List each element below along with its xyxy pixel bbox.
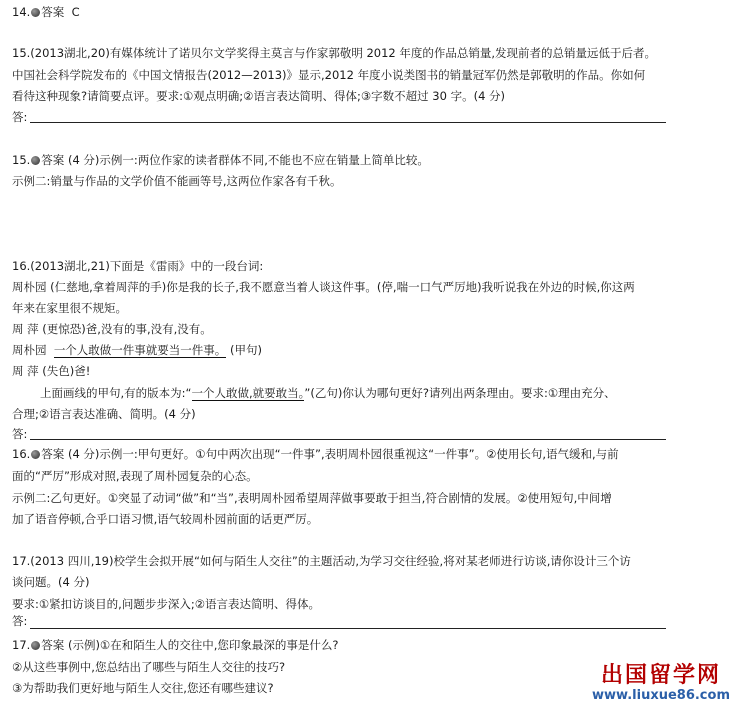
answer-14 <box>12 4 80 20</box>
speaker-name: 周朴园 <box>12 343 47 357</box>
answer-17-line-3: ③为帮助我们更好地与陌生人交往,您还有哪些建议? <box>12 681 274 695</box>
question-16-line-5 <box>12 342 262 358</box>
answer-label: 答案 <box>41 153 65 167</box>
question-16-line-1: 16.(2013湖北,21)下面是《雷雨》中的一段台词: <box>12 259 264 273</box>
question-16-line-4: 周 萍 (更惊恐)爸,没有的事,没有,没有。 <box>12 322 212 336</box>
answer-16-line-1 <box>12 446 619 462</box>
answer-bullet-icon <box>31 8 40 17</box>
answer-bullet-icon <box>31 641 40 650</box>
answer-16-line-4: 加了语音停顿,合乎口语习惯,语气较周朴园前面的话更严厉。 <box>12 512 319 526</box>
question-15-line-3: 看待这种现象?请简要点评。要求:①观点明确;②语言表达简明、得体;③字数不超过 30 字。(4 分) <box>12 89 506 103</box>
answer-16-line-3: 示例二:乙句更好。①突显了动词“做”和“当”,表明周朴园希望周萍做事要敢于担当,符合剧情的发展。②使用短句,中间增 <box>12 491 612 505</box>
question-16-line-8: 合理;②语言表达准确、简明。(4 分) <box>12 407 196 421</box>
answer-15-line-2: 示例二:销量与作品的文学价值不能画等号,这两位作家各有千秋。 <box>12 174 342 188</box>
answer-17-line-1 <box>12 637 339 653</box>
underlined-sentence-a: 一个人敢做一件事就要当一件事。 <box>53 343 227 357</box>
answer-label: 答案 <box>41 447 65 461</box>
question-15-line-2: 中国社会科学院发布的《中国文情报告(2012—2013)》显示,2012 年度小说类图书的销量冠军仍然是郭敬明的作品。你如何 <box>12 68 646 82</box>
answer-17-line-2: ②从这些事例中,您总结出了哪些与陌生人交往的技巧? <box>12 660 286 674</box>
underlined-sentence-b: 一个人敢做,就要敢当。 <box>191 386 305 400</box>
answer-bullet-icon <box>31 156 40 165</box>
answer-16-line-2: 面的“严厉”形成对照,表现了周朴园复杂的心态。 <box>12 469 258 483</box>
answer-label: 答案 <box>41 5 65 19</box>
answer-text: (示例)①在和陌生人的交往中,您印象最深的事是什么? <box>67 638 339 652</box>
prompt-text: ”(乙句)你认为哪句更好?请列出两条理由。要求:①理由充分、 <box>304 386 616 400</box>
answer-line <box>30 628 666 629</box>
answer-line <box>30 439 666 440</box>
question-16-line-2: 周朴园 (仁慈地,拿着周萍的手)你是我的长子,我不愿意当着人谈这件事。(停,喘一口气严厉地)我听说我在外边的时候,你这两 <box>12 280 635 294</box>
question-number: 17. <box>12 638 31 652</box>
question-number: 14. <box>12 5 31 19</box>
watermark-name: 出国留学网 <box>601 662 722 688</box>
answer-prefix: 答: <box>12 614 28 628</box>
prompt-text: 上面画线的甲句,有的版本为:“ <box>40 386 192 400</box>
question-16-line-7 <box>40 385 616 401</box>
question-number: 16. <box>12 447 31 461</box>
answer-text: (4 分)示例一:两位作家的读者群体不同,不能也不应在销量上简单比较。 <box>67 153 429 167</box>
sentence-tag: (甲句) <box>229 343 262 357</box>
answer-prefix: 答: <box>12 110 28 124</box>
question-number: 15. <box>12 153 31 167</box>
question-17-line-3: 要求:①紧扣访谈目的,问题步步深入;②语言表达简明、得体。 <box>12 597 321 611</box>
question-17-line-2: 谈问题。(4 分) <box>12 575 90 589</box>
site-watermark-logo <box>592 662 730 704</box>
watermark-url: www.liuxue86.com <box>592 688 730 703</box>
answer-bullet-icon <box>31 450 40 459</box>
answer-prefix: 答: <box>12 427 28 441</box>
answer-value: C <box>71 5 80 19</box>
answer-text: (4 分)示例一:甲句更好。①句中两次出现“一件事”,表明周朴园很重视这“一件事”。②使用长句,语气缓和,与前 <box>67 447 619 461</box>
question-17-line-1: 17.(2013 四川,19)校学生会拟开展“如何与陌生人交往”的主题活动,为学习交往经验,将对某老师进行访谈,请你设计三个访 <box>12 554 631 568</box>
question-16-line-3: 年来在家里很不规矩。 <box>12 301 127 315</box>
answer-15-line-1 <box>12 152 429 168</box>
answer-line <box>30 122 666 123</box>
answer-label: 答案 <box>41 638 65 652</box>
question-15-line-1: 15.(2013湖北,20)有媒体统计了诺贝尔文学奖得主莫言与作家郭敬明 2012 年度的作品总销量,发现前者的总销量远低于后者。 <box>12 46 657 60</box>
question-16-line-6: 周 萍 (失色)爸! <box>12 364 91 378</box>
